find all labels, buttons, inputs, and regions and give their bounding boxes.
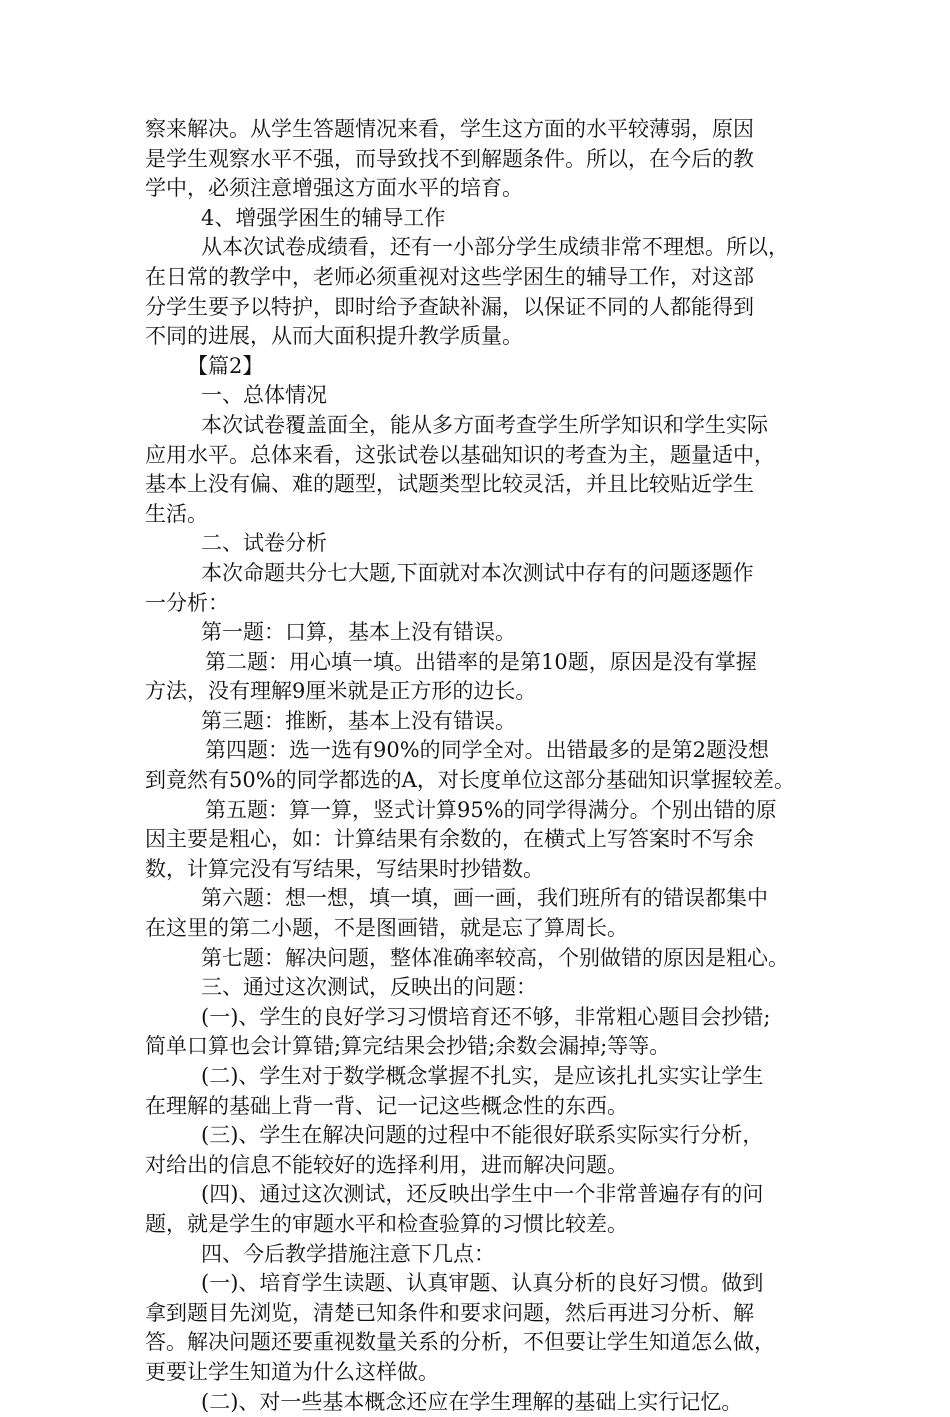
text-line: 第三题：推断，基本上没有错误。: [201, 708, 516, 733]
text-line: 题，就是学生的审题水平和检查验算的习惯比较差。: [145, 1211, 628, 1236]
text-line: 对给出的信息不能较好的选择利用，进而解决问题。: [145, 1152, 628, 1177]
text-line: 数，计算完没有写结果，写结果时抄错数。: [145, 856, 544, 881]
text-line: 学中，必须注意增强这方面水平的培育。: [145, 176, 523, 201]
text-line: (四)、通过这次测试，还反映出学生中一个非常普遍存有的问: [201, 1182, 764, 1207]
text-line: 分学生要予以特护，即时给予查缺补漏，以保证不同的人都能得到: [145, 294, 754, 319]
text-line: (二)、对一些基本概念还应在学生理解的基础上实行记忆。: [201, 1389, 743, 1414]
text-line: 答。解决问题还要重视数量关系的分析，不但要让学生知道怎么做，: [145, 1330, 775, 1355]
part-heading: 【篇2】: [187, 353, 264, 378]
text-line: 在理解的基础上背一背、记一记这些概念性的东西。: [145, 1093, 628, 1118]
text-line: 不同的进展，从而大面积提升教学质量。: [145, 324, 523, 349]
text-line: 本次试卷覆盖面全，能从多方面考查学生所学知识和学生实际: [201, 412, 768, 437]
text-line: 到竟然有50%的同学都选的A，对长度单位这部分基础知识掌握较差。: [145, 768, 795, 793]
section-heading: 四、今后教学措施注意下几点：: [201, 1241, 495, 1266]
text-line: 第七题：解决问题，整体准确率较高，个别做错的原因是粗心。: [201, 945, 789, 970]
text-line: 第四题：选一选有90%的同学全对。出错最多的是第2题没想: [205, 738, 770, 763]
text-line: (三)、学生在解决问题的过程中不能很好联系实际实行分析，: [201, 1123, 764, 1148]
text-line: 第六题：想一想，填一填，画一画，我们班所有的错误都集中: [201, 886, 768, 911]
text-line: (一)、培育学生读题、认真审题、认真分析的良好习惯。做到: [201, 1271, 764, 1296]
section-heading: 4、增强学困生的辅导工作: [201, 205, 446, 230]
section-heading: 一、总体情况: [201, 383, 327, 408]
text-line: 从本次试卷成绩看，还有一小部分学生成绩非常不理想。所以，: [201, 235, 789, 260]
text-line: 方法，没有理解9厘米就是正方形的边长。: [145, 679, 537, 704]
section-heading: 二、试卷分析: [201, 531, 327, 556]
text-line: 一分析：: [145, 590, 229, 615]
text-line: 第一题：口算，基本上没有错误。: [201, 620, 516, 645]
text-line: (二)、学生对于数学概念掌握不扎实，是应该扎扎实实让学生: [201, 1064, 764, 1088]
text-line: 在这里的第二小题，不是图画错，就是忘了算周长。: [145, 916, 628, 941]
body-text: [145, 115, 825, 1417]
text-line: 基本上没有偏、难的题型，试题类型比较灵活，并且比较贴近学生: [145, 472, 754, 497]
text-line: 第二题：用心填一填。出错率的是第10题，原因是没有掌握: [205, 649, 757, 674]
text-line: 应用水平。总体来看，这张试卷以基础知识的考查为主，题量适中，: [145, 442, 775, 467]
text-line: 在日常的教学中，老师必须重视对这些学困生的辅导工作，对这部: [145, 264, 754, 289]
text-line: 更要让学生知道为什么这样做。: [145, 1359, 439, 1384]
text-line: 第五题：算一算，竖式计算95%的同学得满分。个别出错的原: [205, 797, 777, 822]
text-line: (一)、学生的良好学习习惯培育还不够，非常粗心题目会抄错;: [201, 1004, 771, 1029]
section-heading: 三、通过这次测试，反映出的问题：: [201, 975, 537, 1000]
text-line: 本次命题共分七大题,下面就对本次测试中存有的问题逐题作: [201, 560, 754, 585]
text-line: 简单口算也会计算错;算完结果会抄错;余数会漏掉;等等。: [145, 1034, 671, 1059]
text-line: 因主要是粗心，如：计算结果有余数的，在横式上写答案时不写余: [145, 827, 754, 852]
text-line: 拿到题目先浏览，清楚已知条件和要求问题，然后再进习分析、解: [145, 1300, 754, 1325]
text-line: 察来解决。从学生答题情况来看，学生这方面的水平较薄弱，原因: [145, 117, 754, 141]
text-line: 是学生观察水平不强，而导致找不到解题条件。所以，在今后的教: [145, 146, 754, 171]
text-line: 生活。: [145, 501, 208, 526]
